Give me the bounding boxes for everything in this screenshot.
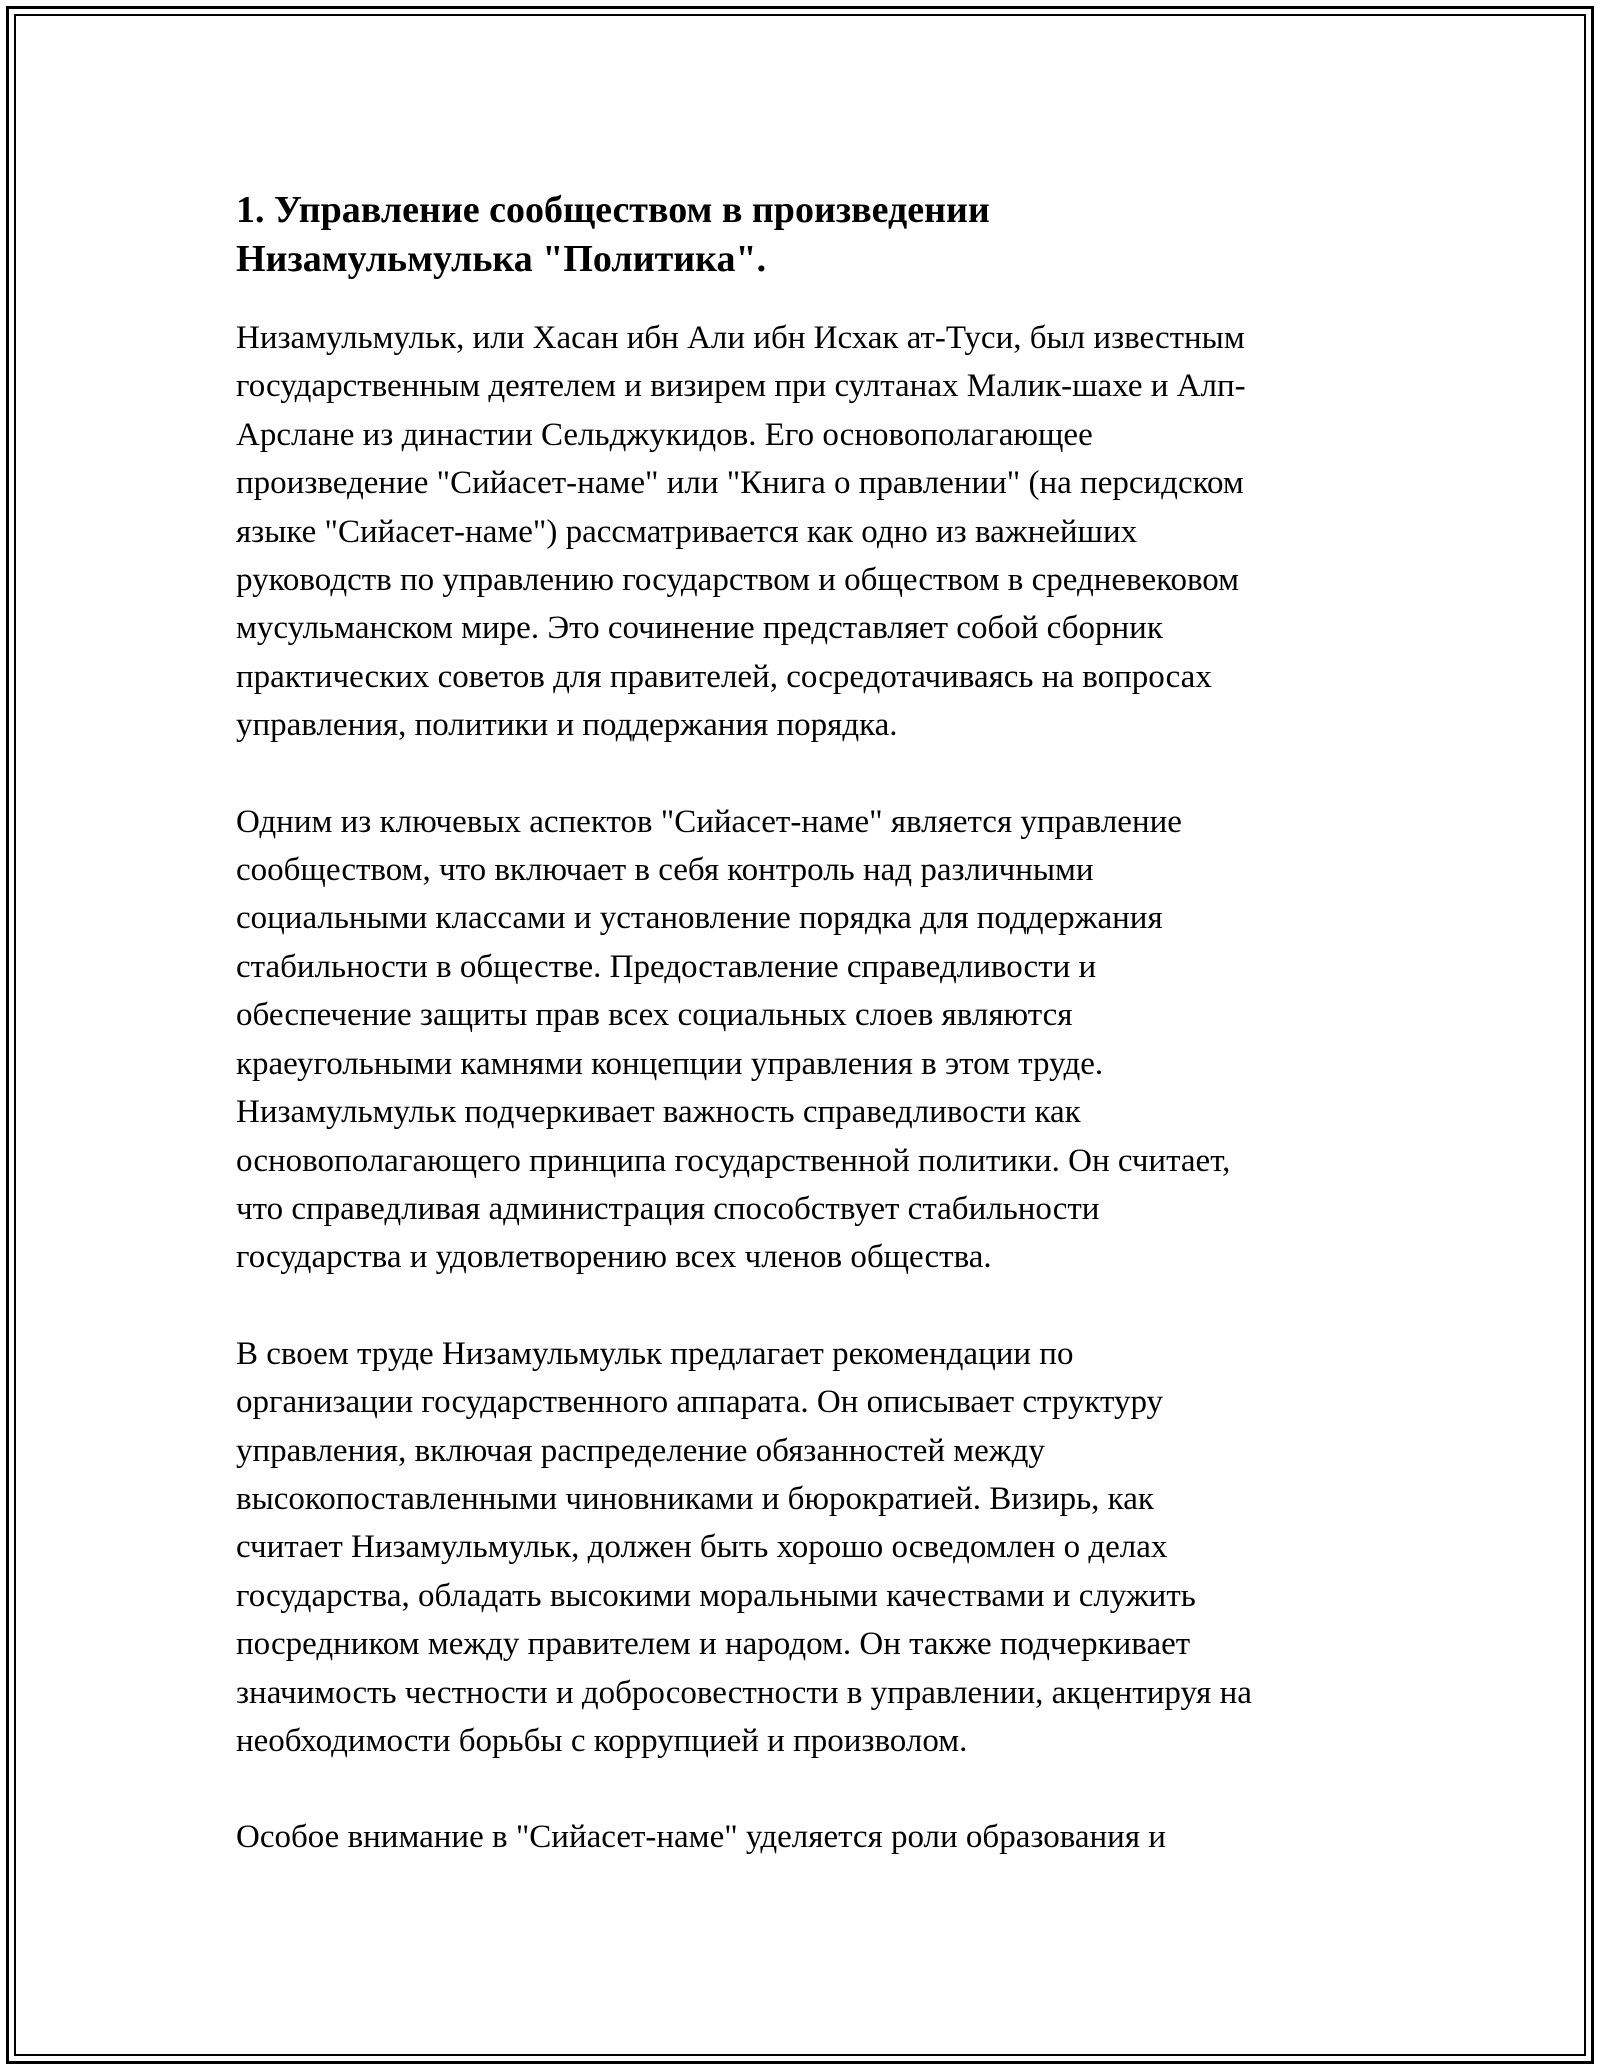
text-line: сообществом, что включает в себя контроль над различными — [236, 852, 1094, 889]
text-line: необходимости борьбы с коррупцией и произволом. — [236, 1722, 968, 1759]
text-line: управления, включая распределение обязанностей между — [236, 1432, 1045, 1469]
text-line: Арслане из династии Сельджукидов. Его основополагающее — [236, 416, 1093, 453]
text-line: значимость честности и добросовестности в управлении, акцентируя на — [236, 1674, 1252, 1711]
text-line: основополагающего принципа государственной политики. Он считает, — [236, 1142, 1231, 1179]
text-line: социальными классами и установление порядка для поддержания — [236, 900, 1163, 937]
text-line: Низамульмульк подчеркивает важность справедливости как — [236, 1094, 1081, 1131]
text-line: организации государственного аппарата. Он описывает структуру — [236, 1384, 1164, 1421]
text-line: государства, обладать высокими моральными качествами и служить — [236, 1577, 1196, 1614]
paragraph-intro — [236, 314, 1366, 750]
text-line: что справедливая администрация способствует стабильности — [236, 1190, 1100, 1227]
title-line: Низамульмулька "Политика". — [236, 238, 767, 280]
document-body — [236, 186, 1366, 1862]
paragraph-education — [236, 1813, 1366, 1861]
text-line: посредником между правителем и народом. Он также подчеркивает — [236, 1626, 1191, 1663]
paragraph-state-apparatus — [236, 1330, 1366, 1766]
text-line: Особое внимание в "Сийасет-наме" уделяется роли образования и — [236, 1819, 1166, 1856]
text-line: управления, политики и поддержания порядка. — [236, 707, 898, 744]
title-line: 1. Управление сообществом в произведении — [236, 189, 990, 231]
text-line: государственным деятелем и визирем при султанах Малик-шахе и Алп- — [236, 368, 1246, 405]
text-line: стабильности в обществе. Предоставление справедливости и — [236, 948, 1097, 985]
text-line: руководств по управлению государством и обществом в средневековом — [236, 562, 1240, 599]
paragraph-community-governance — [236, 798, 1366, 1282]
text-line: В своем труде Низамульмульк предлагает рекомендации по — [236, 1335, 1074, 1372]
text-line: высокопоставленными чиновниками и бюрократией. Визирь, как — [236, 1480, 1154, 1517]
text-line: Низамульмульк, или Хасан ибн Али ибн Исхак ат-Туси, был известным — [236, 320, 1245, 356]
page-title — [236, 186, 1366, 284]
text-line: обеспечение защиты прав всех социальных слоев являются — [236, 997, 1073, 1034]
text-line: государства и удовлетворению всех членов общества. — [236, 1239, 992, 1276]
text-line: Одним из ключевых аспектов "Сийасет-наме" является управление — [236, 803, 1182, 840]
text-line: краеугольными камнями концепции управления в этом труде. — [236, 1045, 1104, 1082]
text-line: языке "Сийасет-наме") рассматривается как одно из важнейших — [236, 513, 1138, 550]
text-line: мусульманском мире. Это сочинение представляет собой сборник — [236, 610, 1163, 647]
text-line: произведение "Сийасет-наме" или "Книга о правлении" (на персидском — [236, 465, 1244, 502]
text-line: считает Низамульмульк, должен быть хорошо осведомлен о делах — [236, 1529, 1168, 1566]
text-line: практических советов для правителей, сосредотачиваясь на вопросах — [236, 658, 1212, 695]
